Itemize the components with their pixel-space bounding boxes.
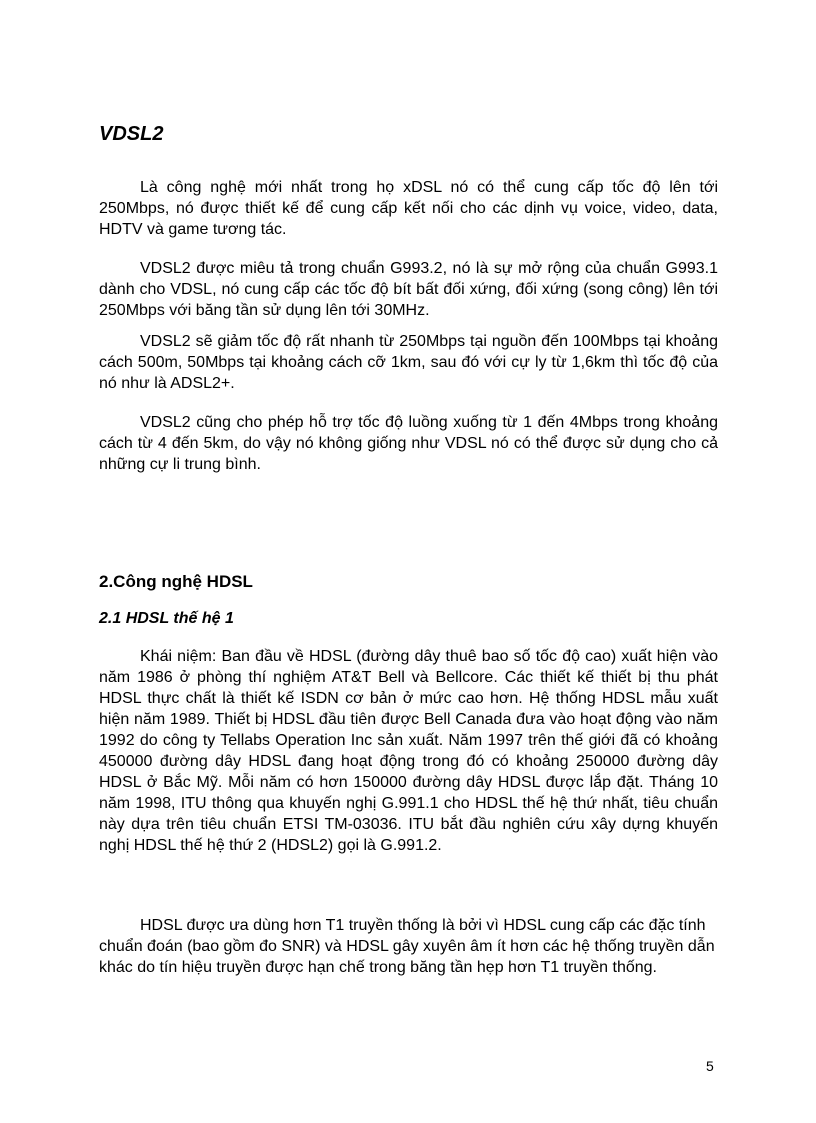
paragraph-vdsl2-downstream: VDSL2 cũng cho phép hỗ trợ tốc độ luồng xuống từ 1 đến 4Mbps trong khoảng cách từ 4 đến 5km, do vậy nó không giống như VDSL nó có thể được sử dụng cho cả những cự li trung bình. (99, 414, 718, 473)
paragraph-hdsl-concept: Khái niệm: Ban đầu về HDSL (đường dây thuê bao số tốc độ cao) xuất hiện vào năm 1986 ở phòng thí nghiệm AT&T Bell và Bellcore. Các thiết kế thiết bị thu phát HDSL thực chất là thiết kế ISDN cơ bản ở mức cao hơn. Hệ thống HDSL mẫu xuất hiện năm 1989. Thiết bị HDSL đầu tiên được Bell Canada đưa vào hoạt động vào năm 1992 do công ty Tellabs Operation Inc sản xuất. Năm 1997 trên thế giới đã có khoảng 450000 đường dây HDSL đang hoạt động trong đó có khoảng 250000 đường dây HDSL ở Bắc Mỹ. Mỗi năm có hơn 150000 đường dây HDSL được lắp đặt. Tháng 10 năm 1998, ITU thông qua khuyến nghị G.991.1 cho HDSL thế hệ thứ nhất, tiêu chuẩn này dựa trên tiêu chuẩn ETSI TM-03036. ITU bắt đầu nghiên cứu xây dựng khuyến nghị HDSL thế hệ thứ 2 (HDSL2) gọi là G.991.2. (99, 648, 718, 854)
page-number: 5 (706, 1058, 714, 1074)
paragraph-vdsl2-intro: Là công nghệ mới nhất trong họ xDSL nó có thể cung cấp tốc độ lên tới 250Mbps, nó được thiết kế để cung cấp kết nối cho các dịnh vụ voice, video, data, HDTV và game tương tác. (99, 179, 718, 238)
section-title-vdsl2: VDSL2 (99, 123, 164, 145)
paragraph-vdsl2-distance: VDSL2 sẽ giảm tốc độ rất nhanh từ 250Mbps tại nguồn đến 100Mbps tại khoảng cách 500m, 50Mbps tại khoảng cách cỡ 1km, sau đó với cự ly từ 1,6km thì tốc độ của nó như là ADSL2+. (99, 333, 718, 392)
subsection-title-hdsl-gen1: 2.1 HDSL thế hệ 1 (99, 610, 234, 627)
section-title-hdsl: 2.Công nghệ HDSL (99, 572, 253, 591)
paragraph-hdsl-advantages: HDSL được ưa dùng hơn T1 truyền thống là bởi vì HDSL cung cấp các đặc tính chuẩn đoán (bao gồm đo SNR) và HDSL gây xuyên âm ít hơn các hệ thống truyền dẫn khác do tín hiệu truyền được hạn chế trong băng tần hẹp hơn T1 truyền thống. (99, 917, 715, 976)
paragraph-vdsl2-standard: VDSL2 được miêu tả trong chuẩn G993.2, nó là sự mở rộng của chuẩn G993.1 dành cho VDSL, nó cung cấp các tốc độ bít bất đối xứng, đối xứng (song công) lên tới 250Mbps với băng tần sử dụng lên tới 30MHz. (99, 260, 718, 319)
